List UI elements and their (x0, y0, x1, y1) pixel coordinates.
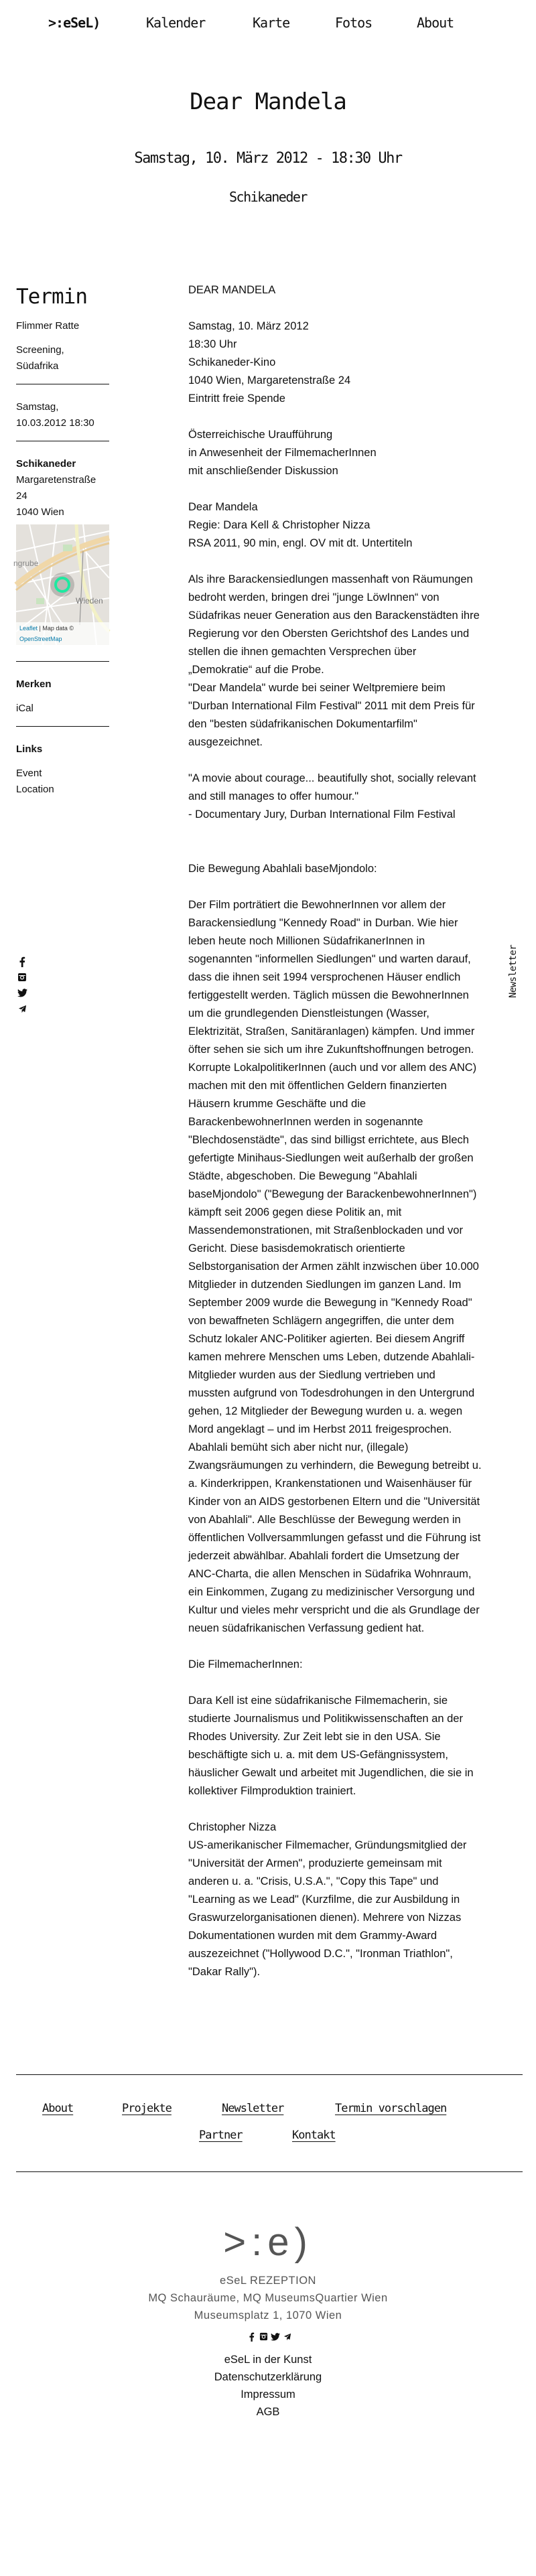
text-line: and still manages to offer humour." (188, 790, 359, 802)
text-line: "Durban International Film Festival" 2011 mit dem Preis für (188, 700, 475, 712)
date-label: Samstag, (16, 401, 59, 413)
text-line: neuen südafrikanischen Verfassung gedient hat. (188, 1622, 425, 1634)
text-line: um die grundlegenden Dienstleistungen (Wasser, (188, 1007, 429, 1019)
text-line: häuslicher Gewalt und arbeitet mit Jugendlichen, die sie in (188, 1767, 474, 1779)
text-line: - Documentary Jury, Durban International Film Festival (188, 808, 456, 820)
text-line: öfter sehen sie sich um ihre Zukunftshoffnungen betrogen. (188, 1044, 474, 1056)
text-line: Kinder von an AIDS gestorbenen Eltern und die "Universität (188, 1496, 480, 1508)
text-line: beschäftigte sich u. a. mit dem US-Gefängnissystem, (188, 1749, 448, 1761)
text-line: "Universität der Armen", produzierte gemeinsam mit (188, 1857, 442, 1869)
text-line: RSA 2011, 90 min, engl. OV mit dt. Untertiteln (188, 537, 413, 549)
text-line: mussten aufgrund von Todesdrohungen in den Untergrund (188, 1387, 475, 1399)
text-line: gehen, 12 Mitglieder der Bewegung wurden u. a. wegen (188, 1405, 463, 1417)
footer-logo: >:e) (223, 2220, 313, 2264)
text-line: Als ihre Barackensiedlungen massenhaft von Räumungen (188, 573, 473, 585)
text-line: Selbstorganisation der Armen zählt inzwischen über 10.000 (188, 1261, 479, 1273)
divider (16, 726, 109, 727)
text-line: BarackenbewohnerInnen werden in sogenannte (188, 1116, 423, 1128)
text-paragraph (188, 770, 510, 824)
text-paragraph (188, 1818, 510, 1981)
text-line: ANC-Charta, die allen Menschen in Südafrika Wohnraum, (188, 1568, 472, 1580)
text-line: "Dear Mandela" wurde bei seiner Weltpremiere beim (188, 682, 446, 694)
footer-link-termin-vorschlagen[interactable]: Termin vorschlagen (335, 2102, 447, 2115)
merken-heading: Merken (16, 678, 52, 690)
text-paragraph (188, 317, 510, 408)
event-venue: Schikaneder (229, 189, 307, 205)
attribution-text: | Map data © (38, 625, 74, 632)
address-line: 24 (16, 490, 27, 502)
text-line: Schikaneder-Kino (188, 356, 276, 368)
facebook-icon[interactable] (247, 2332, 256, 2348)
footer-link-projekte[interactable]: Projekte (122, 2102, 172, 2115)
instagram-icon[interactable] (259, 2332, 268, 2348)
text-line: auszezeichnet ("Hollywood D.C.", "Ironman Triathlon", (188, 1948, 453, 1960)
nav-about[interactable]: About (417, 15, 454, 31)
text-line: studierte Journalismus und Politikwissenschaften an der (188, 1713, 463, 1725)
text-line: Zwangsräumungen zu verhindern, die Bewegung betreibt u. (188, 1459, 482, 1472)
text-line: "Blechdosenstädte", das sind billigst errichtete, aus Blech (188, 1134, 469, 1146)
datetime-value: 10.03.2012 18:30 (16, 417, 94, 429)
text-line: anderen u. a. "Crisis, U.S.A.", "Copy this Tape" und (188, 1875, 439, 1887)
twitter-icon[interactable] (16, 989, 28, 1005)
text-line: kollektiver Filmproduktion trainiert. (188, 1785, 356, 1797)
facebook-icon[interactable] (16, 956, 28, 973)
location-map[interactable] (13, 524, 109, 645)
twitter-icon[interactable] (271, 2332, 280, 2348)
text-line: fertiggestellt werden. Täglich müssen die BewohnerInnen (188, 989, 469, 1001)
text-line: Graswurzelorganisationen dienen). Mehrere von Nizzas (188, 1912, 462, 1924)
address-line: Margaretenstraße (16, 474, 96, 486)
text-line: stellen die ihnen gemachten Versprechen über (188, 646, 417, 658)
links-heading: Links (16, 743, 43, 755)
map-area-label: ngrube (13, 559, 39, 568)
text-line: leben heute noch Millionen SüdafrikanerInnen in (188, 935, 425, 947)
footer-link-newsletter[interactable]: Newsletter (222, 2102, 284, 2115)
footer-org: eSeL REZEPTION (220, 2275, 316, 2287)
text-line: US-amerikanischer Filmemacher, Gründungsmitglied der (188, 1839, 467, 1851)
text-paragraph (188, 860, 510, 878)
text-line: "Learning as we Lead" (Kurzfilme, die zur Ausbildung in (188, 1893, 460, 1906)
nav-karte[interactable]: Karte (253, 15, 290, 31)
text-line: Die FilmemacherInnen: (188, 1658, 303, 1670)
text-line: mit anschließender Diskussion (188, 465, 338, 477)
map-marker-halo (50, 573, 74, 597)
leaflet-link[interactable]: Leaflet (19, 625, 38, 632)
text-line: Korrupte LokalpolitikerInnen (auch und vor allem des ANC) (188, 1062, 477, 1074)
text-paragraph (188, 498, 510, 553)
text-line: Häusern krumme Geschäfte und die (188, 1098, 366, 1110)
text-line: DEAR MANDELA (188, 284, 276, 296)
text-line: gefertigte Minihaus-Siedlungen weit außerhalb der großen (188, 1152, 474, 1164)
telegram-icon[interactable] (16, 1005, 28, 1021)
footer-link-datenschutz[interactable]: Datenschutzerklärung (214, 2371, 322, 2383)
footer-address-line: MQ Schauräume, MQ MuseumsQuartier Wien (148, 2292, 388, 2304)
text-line: ausgezeichnet. (188, 736, 263, 748)
text-line: Südafrikas neuer Generation aus den Barackenstädten ihre (188, 610, 480, 622)
footer-legal-links (0, 2351, 536, 2421)
event-sidebar (13, 285, 110, 806)
text-line: Gericht. Diese basisdemokratisch orientierte (188, 1242, 405, 1255)
site-logo[interactable]: >:eSeL) (48, 15, 100, 31)
nav-fotos[interactable]: Fotos (335, 15, 373, 31)
footer-divider-bottom (16, 2171, 523, 2172)
event-link[interactable]: Event (16, 768, 42, 779)
event-datetime: Samstag, 10. März 2012 - 18:30 Uhr (134, 150, 402, 167)
organizer-link[interactable]: Flimmer Ratte (16, 320, 80, 332)
text-line: September 2009 wurde die Bewegung in "Kennedy Road" (188, 1297, 472, 1309)
text-paragraph (188, 1692, 510, 1800)
text-line: 1040 Wien, Margaretenstraße 24 (188, 374, 351, 386)
newsletter-tab[interactable] (488, 924, 536, 1025)
text-line: Dear Mandela (188, 501, 258, 513)
divider (16, 661, 109, 662)
footer-link-kontakt[interactable]: Kontakt (292, 2129, 336, 2142)
text-line: kamen mehrere Menschen ums Leben, dutzende Abahlali- (188, 1351, 475, 1363)
text-line: Schutz lokaler ANC-Politiker agierten. Bei diesem Angriff (188, 1333, 465, 1345)
location-page-link[interactable]: Location (16, 784, 54, 795)
ical-link[interactable]: iCal (16, 703, 34, 714)
text-paragraph (188, 281, 510, 299)
text-line: dass die ihnen seit 1994 versprochenen Häuser endlich (188, 971, 461, 983)
telegram-icon[interactable] (283, 2332, 292, 2348)
text-line: Eintritt freie Spende (188, 392, 285, 405)
page-title: Dear Mandela (190, 88, 346, 115)
social-sidebar (16, 956, 28, 1021)
footer-social (247, 2332, 293, 2348)
text-line: Barackensiedlung "Kennedy Road" in Durban. Wie hier (188, 917, 458, 929)
text-line: Abahlali bemüht sich aber nicht nur, (illegale) (188, 1441, 409, 1453)
category-label-2: Südafrika (16, 360, 59, 372)
text-line: Rhodes University. Zur Zeit lebt sie in den USA. Sie (188, 1731, 441, 1743)
text-line: Massendemonstrationen, mit Straßenblockaden und vor (188, 1224, 463, 1236)
footer-address (0, 2272, 536, 2324)
text-line: Samstag, 10. März 2012 (188, 320, 309, 332)
text-line: Städte, abgeschoben. Die Bewegung "Abahlali (188, 1170, 417, 1182)
footer-address-line: Museumsplatz 1, 1070 Wien (194, 2309, 342, 2321)
footer-link-impressum[interactable]: Impressum (241, 2388, 295, 2401)
text-line: Mitglieder in dutzenden Siedlungen im ganzen Land. Im (188, 1279, 462, 1291)
text-line: Mitglieder wurden aus der Siedlung vertrieben und (188, 1369, 436, 1381)
text-line: Regierung vor den Obersten Gerichtshof des Landes und (188, 628, 470, 640)
text-line: in Anwesenheit der FilmemacherInnen (188, 447, 377, 459)
footer-link-partner[interactable]: Partner (199, 2129, 243, 2142)
text-line: Dara Kell ist eine südafrikanische Filmemacherin, sie (188, 1695, 448, 1707)
footer-link-about[interactable]: About (42, 2102, 74, 2115)
text-line: „Demokratie“ auf die Probe. (188, 664, 324, 676)
text-line: Österreichische Uraufführung (188, 429, 333, 441)
nav-kalender[interactable]: Kalender (146, 15, 206, 31)
top-navigation (0, 15, 536, 36)
text-line: 18:30 Uhr (188, 338, 237, 350)
text-line: Die Bewegung Abahlali baseMjondolo: (188, 863, 377, 875)
sidebar-heading: Termin (16, 285, 87, 309)
text-line: sogenannten "informellen Siedlungen" und warten darauf, (188, 953, 471, 965)
text-line: kämpft seit 2006 gegen diese Politik an, mit (188, 1206, 402, 1218)
footer-link-agb[interactable]: AGB (256, 2406, 280, 2418)
map-district-label: Wieden (76, 596, 103, 605)
text-line: Christopher Nizza (188, 1821, 277, 1833)
text-line: Kultur und vieles mehr verspricht und die als Grundlage der (188, 1604, 480, 1616)
text-line: baseMjondolo" ("Bewegung der BarackenbewohnerInnen") (188, 1188, 477, 1200)
newsletter-tab-label: Newsletter (508, 944, 519, 998)
text-line: machen mit den mit öffentlichen Geldern finanzierten (188, 1080, 447, 1092)
text-line: "Dakar Rally"). (188, 1966, 261, 1978)
text-line: "A movie about courage... beautifully shot, socially relevant (188, 772, 476, 784)
text-line: Der Film porträtiert die BewohnerInnen vor allem der (188, 899, 446, 911)
text-line: Elektrizität, Straßen, Sanitäranlagen) kämpfen. Und immer (188, 1025, 475, 1037)
location-link[interactable]: Schikaneder (16, 458, 76, 470)
text-line: von Abahlali". Alle Beschlüsse der Bewegung werden in (188, 1514, 461, 1526)
event-description (188, 281, 510, 1999)
text-line: jederzeit abwählbar. Abahlali fordert die Umsetzung der (188, 1550, 460, 1562)
text-paragraph (188, 426, 510, 480)
text-line: Mord angeklagt – und im Herbst 2011 freigesprochen. (188, 1423, 452, 1435)
address-line: 1040 Wien (16, 506, 64, 518)
text-line: bedroht werden, bringen drei "junge LöwInnen“ von (188, 591, 440, 603)
category-label: Screening, (16, 344, 64, 356)
footer-link-esel-in-der-kunst[interactable]: eSeL in der Kunst (224, 2354, 312, 2366)
text-paragraph (188, 571, 510, 752)
text-line: Regie: Dara Kell & Christopher Nizza (188, 519, 371, 531)
footer-divider-top (16, 2074, 523, 2075)
text-line: den "besten südafrikanischen Dokumentarfilm" (188, 718, 417, 730)
text-line: öffentlichen Vollversammlungen gefasst und die Führung ist (188, 1532, 481, 1544)
text-paragraph (188, 1656, 510, 1674)
text-line: a. Kinderkrippen, Krankenstationen und Waisenhäuser für (188, 1478, 472, 1490)
text-line: Dokumentationen wurden mit dem Grammy-Award (188, 1930, 438, 1942)
text-line: ein Einkommen, Zugang zu medizinischer Versorgung und (188, 1586, 475, 1598)
text-line: von bewaffneten Schlägern angegriffen, die unter dem (188, 1315, 454, 1327)
text-paragraph (188, 896, 510, 1638)
map-attribution (16, 622, 109, 645)
instagram-icon[interactable] (16, 973, 28, 989)
osm-link[interactable]: OpenStreetMap (19, 636, 62, 642)
